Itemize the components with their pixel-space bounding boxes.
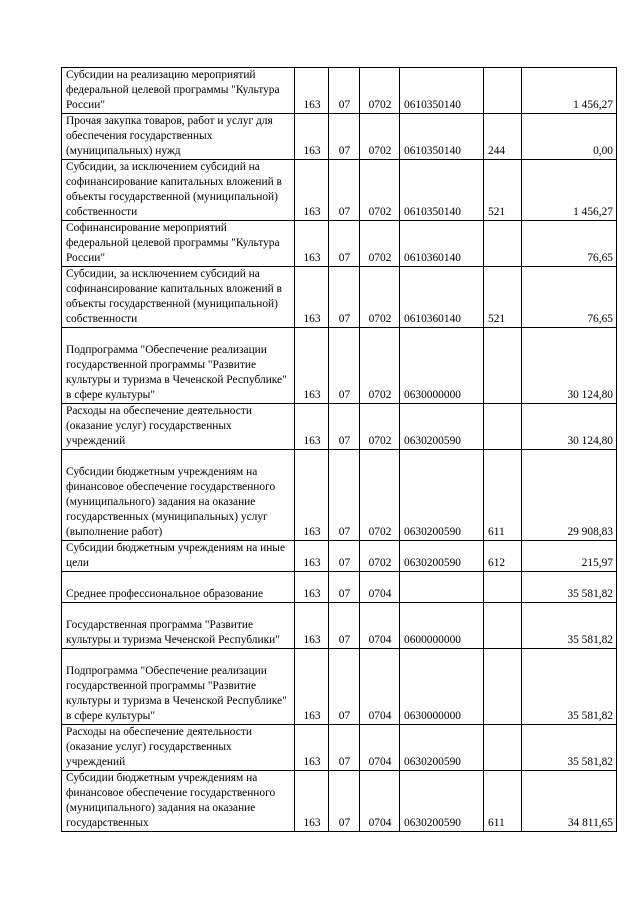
- row-section: 07: [329, 221, 360, 267]
- row-grbs: 163: [295, 114, 329, 160]
- row-subsection: 0704: [360, 649, 400, 725]
- row-subsection: 0702: [360, 541, 400, 572]
- row-target-article: 0600000000: [400, 603, 484, 649]
- row-expense-type: 611: [484, 450, 522, 541]
- row-grbs: 163: [295, 221, 329, 267]
- row-section: 07: [329, 404, 360, 450]
- row-expense-type: [484, 572, 522, 603]
- row-target-article: 0630200590: [400, 771, 484, 832]
- row-expense-type: [484, 603, 522, 649]
- row-target-article: 0630000000: [400, 328, 484, 404]
- row-amount: 35 581,82: [522, 649, 617, 725]
- table-row: [62, 603, 617, 649]
- row-subsection: 0702: [360, 404, 400, 450]
- row-amount: 1 456,27: [522, 68, 617, 114]
- row-subsection: 0704: [360, 603, 400, 649]
- row-grbs: 163: [295, 649, 329, 725]
- row-grbs: 163: [295, 725, 329, 771]
- table-row: [62, 328, 617, 404]
- row-expense-type: [484, 68, 522, 114]
- row-grbs: 163: [295, 68, 329, 114]
- row-target-article: 0630200590: [400, 541, 484, 572]
- row-grbs: 163: [295, 603, 329, 649]
- row-target-article: 0630200590: [400, 404, 484, 450]
- table-row: [62, 649, 617, 725]
- row-section: 07: [329, 68, 360, 114]
- row-target-article: 0630000000: [400, 649, 484, 725]
- row-amount: 0,00: [522, 114, 617, 160]
- table-row: [62, 404, 617, 450]
- row-name: Субсидии бюджетным учреждениям на финансовое обеспечение государственного (муниципального) задания на оказание государственных (муниципальных) услуг (выполнение работ): [62, 450, 295, 541]
- row-name: Среднее профессиональное образование: [62, 572, 295, 603]
- row-section: 07: [329, 267, 360, 328]
- row-expense-type: [484, 221, 522, 267]
- row-amount: 29 908,83: [522, 450, 617, 541]
- row-section: 07: [329, 328, 360, 404]
- table-row: [62, 160, 617, 221]
- row-grbs: 163: [295, 450, 329, 541]
- row-expense-type: [484, 725, 522, 771]
- table-row: [62, 771, 617, 832]
- row-amount: 34 811,65: [522, 771, 617, 832]
- row-section: 07: [329, 725, 360, 771]
- row-name: Субсидии, за исключением субсидий на софинансирование капитальных вложений в объекты государственной (муниципальной) собственности: [62, 267, 295, 328]
- row-subsection: 0704: [360, 572, 400, 603]
- row-grbs: 163: [295, 404, 329, 450]
- row-subsection: 0702: [360, 114, 400, 160]
- row-amount: 35 581,82: [522, 725, 617, 771]
- row-name: Подпрограмма "Обеспечение реализации государственной программы "Развитие культуры и туризма в Чеченской Республике" в сфере культуры": [62, 649, 295, 725]
- row-expense-type: 612: [484, 541, 522, 572]
- row-name: Субсидии бюджетным учреждениям на иные цели: [62, 541, 295, 572]
- table-row: [62, 68, 617, 114]
- table-row: [62, 572, 617, 603]
- row-expense-type: [484, 404, 522, 450]
- row-name: Софинансирование мероприятий федеральной целевой программы "Культура России": [62, 221, 295, 267]
- row-name: Субсидии бюджетным учреждениям на финансовое обеспечение государственного (муниципального) задания на оказание государственных: [62, 771, 295, 832]
- row-target-article: 0610350140: [400, 114, 484, 160]
- row-section: 07: [329, 603, 360, 649]
- table-row: [62, 541, 617, 572]
- row-section: 07: [329, 160, 360, 221]
- row-expense-type: [484, 328, 522, 404]
- row-target-article: 0610360140: [400, 267, 484, 328]
- row-subsection: 0702: [360, 68, 400, 114]
- table-row: [62, 221, 617, 267]
- row-section: 07: [329, 572, 360, 603]
- row-grbs: 163: [295, 572, 329, 603]
- row-name: Субсидии на реализацию мероприятий федеральной целевой программы "Культура России": [62, 68, 295, 114]
- row-grbs: 163: [295, 267, 329, 328]
- row-amount: 35 581,82: [522, 572, 617, 603]
- row-target-article: 0610360140: [400, 221, 484, 267]
- row-grbs: 163: [295, 771, 329, 832]
- budget-table: [61, 67, 617, 832]
- row-amount: 30 124,80: [522, 404, 617, 450]
- row-amount: 76,65: [522, 267, 617, 328]
- row-section: 07: [329, 450, 360, 541]
- row-section: 07: [329, 114, 360, 160]
- row-section: 07: [329, 541, 360, 572]
- row-target-article: 0630200590: [400, 725, 484, 771]
- row-expense-type: [484, 649, 522, 725]
- row-name: Субсидии, за исключением субсидий на софинансирование капитальных вложений в объекты государственной (муниципальной) собственности: [62, 160, 295, 221]
- row-target-article: 0610350140: [400, 160, 484, 221]
- row-name: Прочая закупка товаров, работ и услуг для обеспечения государственных (муниципальных) нужд: [62, 114, 295, 160]
- row-subsection: 0704: [360, 771, 400, 832]
- row-subsection: 0702: [360, 328, 400, 404]
- table-row: [62, 114, 617, 160]
- row-subsection: 0702: [360, 450, 400, 541]
- table-row: [62, 267, 617, 328]
- row-name: Подпрограмма "Обеспечение реализации государственной программы "Развитие культуры и туризма в Чеченской Республике" в сфере культуры": [62, 328, 295, 404]
- row-expense-type: 521: [484, 267, 522, 328]
- row-name: Расходы на обеспечение деятельности (оказание услуг) государственных учреждений: [62, 725, 295, 771]
- row-amount: 215,97: [522, 541, 617, 572]
- row-grbs: 163: [295, 541, 329, 572]
- row-section: 07: [329, 649, 360, 725]
- row-expense-type: 521: [484, 160, 522, 221]
- row-name: Расходы на обеспечение деятельности (оказание услуг) государственных учреждений: [62, 404, 295, 450]
- row-amount: 76,65: [522, 221, 617, 267]
- row-name: Государственная программа "Развитие культуры и туризма Чеченской Республики": [62, 603, 295, 649]
- row-grbs: 163: [295, 160, 329, 221]
- row-section: 07: [329, 771, 360, 832]
- row-subsection: 0702: [360, 221, 400, 267]
- row-expense-type: 611: [484, 771, 522, 832]
- row-subsection: 0702: [360, 267, 400, 328]
- row-subsection: 0702: [360, 160, 400, 221]
- row-amount: 30 124,80: [522, 328, 617, 404]
- table-row: [62, 450, 617, 541]
- row-amount: 1 456,27: [522, 160, 617, 221]
- row-amount: 35 581,82: [522, 603, 617, 649]
- row-grbs: 163: [295, 328, 329, 404]
- table-row: [62, 725, 617, 771]
- row-target-article: 0630200590: [400, 450, 484, 541]
- row-subsection: 0704: [360, 725, 400, 771]
- row-target-article: [400, 572, 484, 603]
- row-expense-type: 244: [484, 114, 522, 160]
- row-target-article: 0610350140: [400, 68, 484, 114]
